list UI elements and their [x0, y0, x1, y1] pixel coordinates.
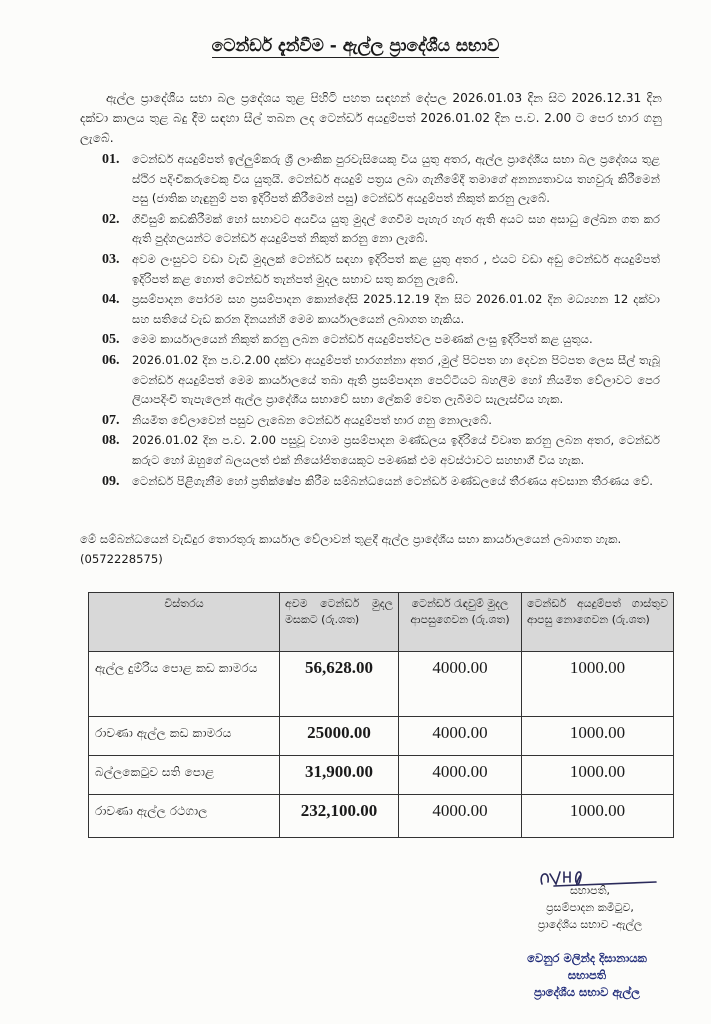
condition-item — [102, 351, 660, 410]
condition-number: 08. — [102, 433, 120, 449]
condition-text: ගිවිසුම් කඩකිරීමක් හෝ සභාවට අයවිය යුතු මුදල් ගෙවීම පැහැර හැර ඇති අයට සහ අසාධු ලේඛන ගත කර ඇති පුද්ගලයන්ට ටෙන්ඩර් අයදුම්පත් නිකුත් කරනු නො ලැබේ. — [132, 211, 660, 246]
header-min-monthly: අවම ටෙන්ඩර් මුදල මසකට (රු.ශත) — [280, 593, 399, 652]
cell-description: රාවණා ඇල්ල රථගාල — [89, 795, 280, 838]
condition-text: නියමිත වේලාවෙන් පසුව ලැබෙන ටෙන්ඩර් අයදුම්පත් භාර ගනු නොලැබේ. — [132, 412, 492, 427]
header-fee: ටෙන්ඩර් අයදුම්පත් ගාස්තුව ආපසු නොගෙවන (රු.ශත) — [522, 593, 674, 652]
condition-number: 03. — [102, 251, 120, 267]
condition-text: ටෙන්ඩර් අයදුම්පත් ඉල්ලුම්කරු ශ්‍රී ලාංකික පුරවැසියෙකු විය යුතු අතර, ඇල්ල ප්‍රාදේශීය සභා බල ප්‍රදේශය තුළ ස්ථිර පදිංචිකරුවෙකු විය යුතුයි. ටෙන්ඩර් අයදුම් පත්‍රය ලබා ගැනීමේදී තමාගේ අනන්‍යතාවය තහවුරු කිරීමෙන් පසු (ජාතික හැඳුනුම් පත ඉදිරිපත් කිරීමෙන් පසු) ටෙන්ඩර් අයදුම්පත් නිකුත් කරනු ලැබේ. — [132, 152, 660, 206]
condition-number: 09. — [102, 473, 120, 489]
cell-fee: 1000.00 — [522, 717, 674, 756]
table-row — [89, 652, 674, 717]
condition-text: ප්‍රසම්පාදන පෝරම සහ ප්‍රසම්පාදන කොන්දේසි 2025.12.19 දින සිට 2026.01.02 දින මධ්‍යහන 12 දක්වා සහ සතියේ වැඩ කරන දිනයන්හි මෙම කාර්යාලයෙන් ලබාගත හැකිය. — [132, 292, 660, 326]
header-description: විස්තරය — [89, 593, 280, 652]
condition-item — [102, 472, 660, 492]
cell-fee: 1000.00 — [522, 795, 674, 838]
cell-deposit: 4000.00 — [399, 717, 522, 756]
cell-fee: 1000.00 — [522, 756, 674, 795]
signatory-committee: ප්‍රසම්පාදන කමිටුව, — [546, 901, 634, 914]
condition-item — [102, 411, 660, 431]
condition-item — [102, 431, 660, 470]
condition-item — [102, 290, 660, 329]
handwritten-signature — [520, 864, 660, 892]
condition-text: මෙම කාර්යාලයෙන් නිකුත් කරනු ලබන ටෙන්ඩර් අයදුම්පත්වල පමණක් ලංසු ඉදිරිපත් කළ යුතුය. — [132, 332, 593, 347]
condition-number: 05. — [102, 332, 120, 348]
cell-description: ඇල්ල දුම්රිය පොළ කඩ කාමරය — [89, 652, 280, 717]
cell-min-monthly: 31,900.00 — [280, 756, 399, 795]
signature-block — [500, 870, 680, 933]
signatory-title: සභාපති, — [569, 884, 611, 897]
cell-description: බල්ලකෙටුව සති පොළ — [89, 756, 280, 795]
notice-title-text: ටෙන්ඩර් දැන්වීම - ඇල්ල ප්‍රාදේශීය සභාව — [211, 36, 500, 56]
condition-item — [102, 250, 660, 289]
cell-deposit: 4000.00 — [399, 795, 522, 838]
condition-number: 02. — [102, 211, 120, 227]
condition-text: අවම ලංසුවට වඩා වැඩි මුදලක් ටෙන්ඩර් සඳහා ඉදිරිපත් කළ යුතු අතර , එයට වඩා අඩු ටෙන්ඩර් අයදුම්පත් ඉදිරිපත් කළ හොත් ටෙන්ඩර් තැන්පත් මුදල සභාව සතු කරනු ලැබේ. — [132, 251, 660, 286]
condition-number: 01. — [102, 152, 120, 167]
notice-title — [0, 36, 711, 56]
header-deposit: ටෙන්ඩර් රැඳවුම් මුදල ආපසුගෙවන (රු.ශත) — [399, 593, 522, 652]
cell-min-monthly: 25000.00 — [280, 717, 399, 756]
stamp-name: වෙනුර මලින්ද දිසානායක — [527, 951, 647, 965]
official-stamp — [498, 950, 676, 1001]
cell-min-monthly: 232,100.00 — [280, 795, 399, 838]
cell-description: රාවණා ඇල්ල කඩ කාමරය — [89, 717, 280, 756]
condition-item — [102, 330, 660, 350]
cell-fee: 1000.00 — [522, 652, 674, 717]
condition-item — [102, 210, 660, 249]
signatory-office: ප්‍රාදේශීය සභාව -ඇල්ල — [537, 918, 643, 931]
table-header-row — [89, 593, 674, 652]
contact-paragraph: මේ සම්බන්ධයෙන් වැඩිදුර තොරතුරු කාර්යාල වේලාවන් තුළදී ඇල්ල ප්‍රාදේශීය සභා කාර්යාලයෙන් ලබාගත හැක. (0572228575) — [80, 532, 622, 566]
condition-text: ටෙන්ඩර් පිළිගැනීම හෝ ප්‍රතික්ෂේප කිරීම සම්බන්ධයෙන් ටෙන්ඩර් මණ්ඩලයේ තීරණය අවසාන තීරණය වේ. — [132, 473, 653, 488]
table-row — [89, 756, 674, 795]
stamp-title: සභාපති — [567, 968, 607, 982]
tender-table — [88, 592, 674, 838]
condition-number: 04. — [102, 292, 120, 308]
condition-text: 2026.01.02 දින ප.ව.2.00 දක්වා අයදුම්පත් භාරගන්නා අතර ,මුල් පිටපත හා දෙවන පිටපත ලෙස සීල් තැබූ ටෙන්ඩර් අයදුම්පත් මෙම කාර්යාලයේ තබා ඇති ප්‍රසම්පාදන පෙට්ටියට බහලීම හෝ නියමිත වේලාවට පෙර ලියාපදිංචි තැපැලෙන් ඇල්ල ප්‍රාදේශීය සභාවේ සභා ලේකම් වෙත ලැබීමට සැලැස්විය හැක. — [132, 352, 660, 407]
condition-number: 06. — [102, 352, 120, 368]
condition-text: 2026.01.02 දින ප.ව. 2.00 පසුවූ වහාම ප්‍රසම්පාදන මණ්ඩලය ඉදිරියේ විවෘත කරනු ලබන අතර, ටෙන්ඩර් කරුට හෝ ඔහුගේ බලයලත් එක් නියෝජිතයෙකුට පමණක් එම අවස්ථාවට සහභාගී විය හැක. — [132, 433, 660, 467]
cell-deposit: 4000.00 — [399, 756, 522, 795]
condition-number: 07. — [102, 412, 120, 428]
conditions-list — [102, 150, 660, 492]
condition-item — [102, 150, 660, 209]
cell-deposit: 4000.00 — [399, 652, 522, 717]
intro-paragraph: ඇල්ල ප්‍රාදේශීය සභා බල ප්‍රදේශය තුළ පිහිටි පහත සඳහන් දේපල 2026.01.03 දින සිට 2026.12.31 දින දක්වා කාලය තුළ බදු දීම සඳහා සීල් තබන ලද ටෙන්ඩර් අයදුම්පත් 2026.01.02 දින ප.ව. 2.00 ට පෙර භාර ගනු ලැබේ. — [80, 91, 662, 145]
stamp-office: ප්‍රාදේශීය සභාව ඇල්ල — [534, 985, 640, 999]
table-row — [89, 717, 674, 756]
cell-min-monthly: 56,628.00 — [280, 652, 399, 717]
table-row — [89, 795, 674, 838]
